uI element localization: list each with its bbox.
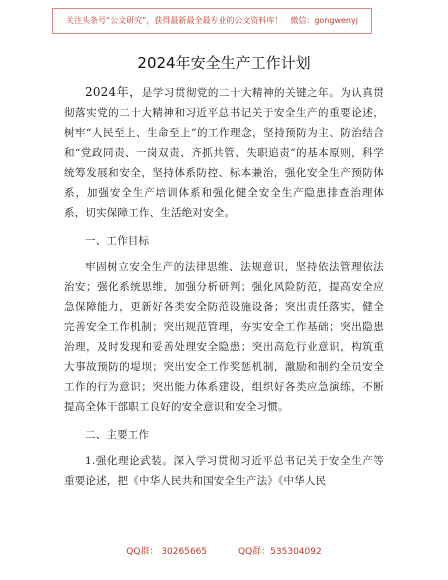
goals-paragraph: 牢固树立安全生产的法律思维、法规意识，坚持依法管理依法治安；强化系统思维，加强分析研判；强化风险防范，提高安全应急保障能力，更新好各类安全防范设施设备；突出责任落实，健全完善安全工作机制；突出规范管理，夯实安全工作基础；突出隐患治理，及时发现和妥善处理安全隐患；突出高危行业意识，构筑重大事故预防的堤坝；突出安全工作奖惩机制，激励和制约全员安全工作的行为意识；突出能力体系建设，组织好各类应急演练，不断提高全体干部职工良好的安全意识和安全习惯。: [64, 261, 384, 413]
footer-qq-group-1: QQ群： 30265665: [126, 547, 208, 557]
section-heading-work: 二、主要工作: [85, 429, 150, 441]
promo-banner: 关注头条号“公文研究”，获得最新最全最专业的公文资料库！ 微信：gongwenyj: [52, 8, 372, 34]
work-item-1: 1.强化理论武装。深入学习贯彻习近平总书记关于安全生产等重要论述，把《中华人民共和国安全生产法》《中华人民: [64, 455, 384, 487]
document-body: [64, 82, 384, 491]
footer: [0, 544, 448, 557]
intro-text: 是学习贯彻党的二十大精神的关键之年。为认真贯彻落实党的二十大精神和习近平总书记关于安全生产的重要论述，树牢“人民至上、生命至上”的工作理念，坚持预防为主、防治结合和“党政同责、一岗双责、齐抓共管、失职追责”的基本原则，科学统筹发展和安全，坚持体系防控、标本兼治，强化安全生产预防体系，加强安全生产培训体系和强化健全安全生产隐患排查治理体系，切实保障工作、生活绝对安全。: [64, 87, 384, 219]
document-title: 2024年安全生产工作计划: [137, 54, 311, 72]
footer-qq-group-2: QQ群：535304092: [238, 547, 322, 557]
intro-paragraph: [64, 82, 384, 223]
intro-year: 2024年，: [85, 85, 142, 99]
section-heading-goals: 一、工作目标: [85, 235, 150, 247]
